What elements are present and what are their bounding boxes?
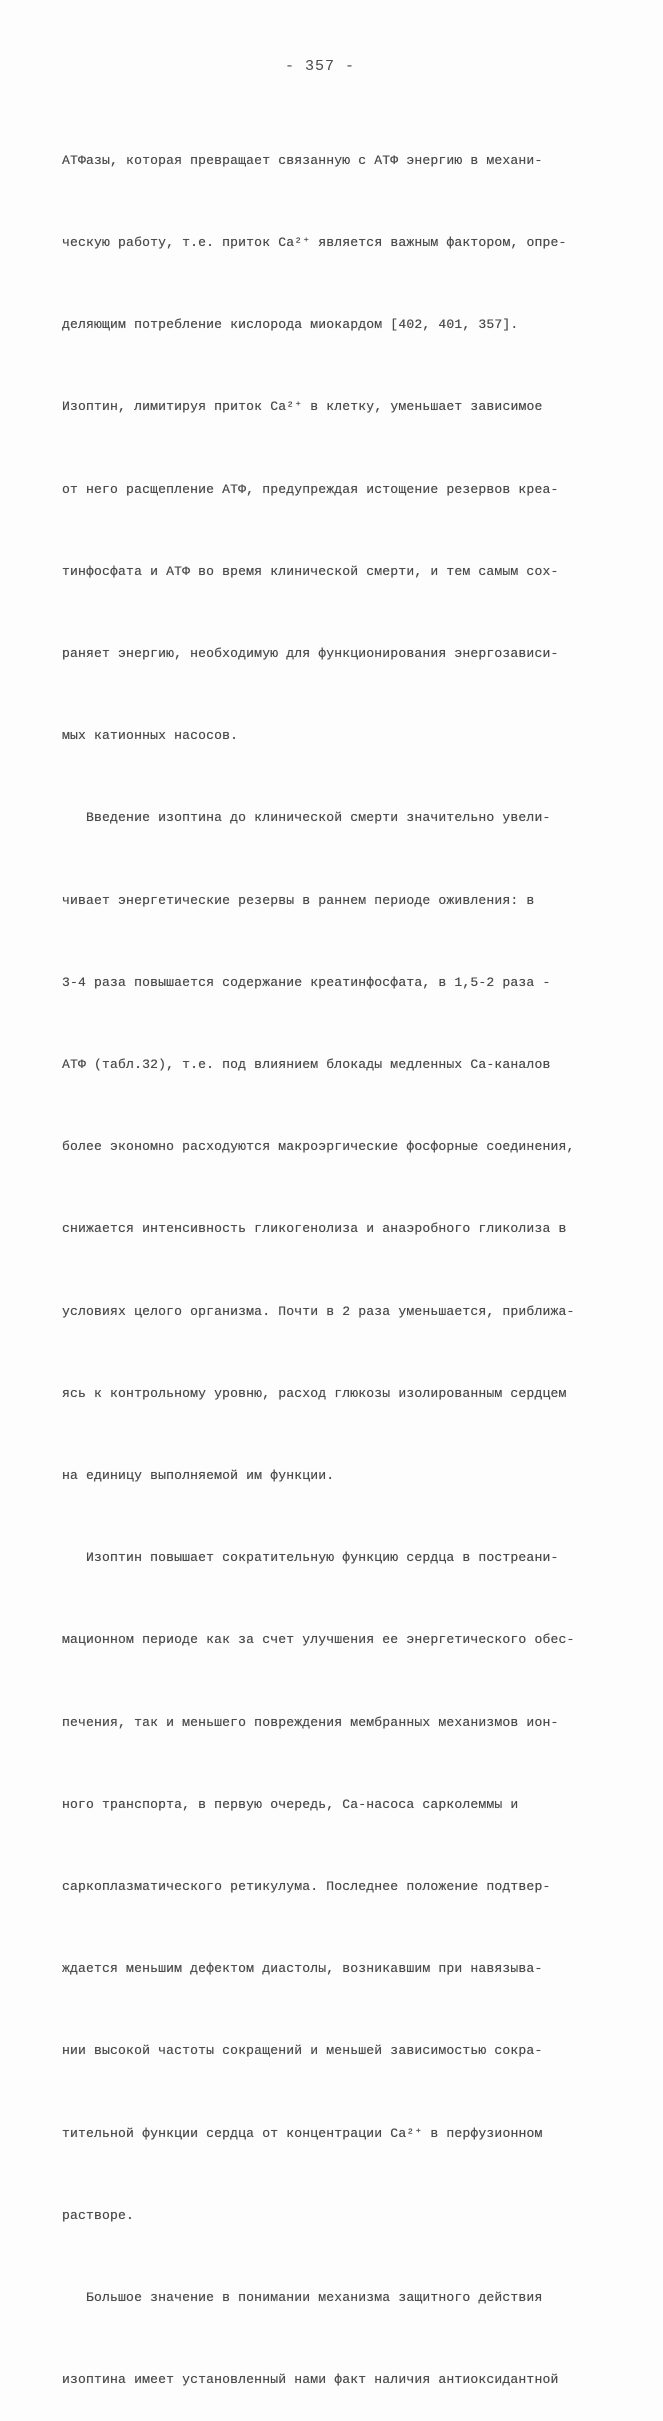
text-line: Большое значение в понимании механизма защитного действия	[62, 2290, 543, 2306]
text-line: растворе.	[62, 2207, 135, 2223]
text-line: Изоптин повышает сократительную функцию сердца в постреани-	[62, 1550, 559, 1566]
text-line: более экономно расходуются макроэргические фосфорные соединения,	[62, 1139, 575, 1155]
page-number: - 357 -	[284, 58, 355, 75]
text-line: тительной функции сердца от концентрации Са²⁺ в перфузионном	[62, 2125, 543, 2141]
body-text	[62, 92, 602, 2421]
text-line: Введение изоптина до клинической смерти значительно увели-	[62, 810, 551, 826]
text-line: ждается меньшим дефектом диастолы, возникавшим при навязыва-	[62, 1961, 543, 1977]
text-line: АТФ (табл.32), т.е. под влиянием блокады медленных Са-каналов	[62, 1057, 551, 1073]
text-line: саркоплазматического ретикулума. Последнее положение подтвер-	[62, 1879, 551, 1895]
text-line: печения, так и меньшего повреждения мембранных механизмов ион-	[62, 1714, 559, 1730]
text-line: ного транспорта, в первую очередь, Са-насоса сарколеммы и	[62, 1796, 519, 1812]
text-line: Изоптин, лимитируя приток Са²⁺ в клетку, уменьшает зависимое	[62, 399, 543, 415]
text-line: снижается интенсивность гликогенолиза и анаэробного гликолиза в	[62, 1221, 567, 1237]
text-line: 3-4 раза повышается содержание креатинфосфата, в 1,5-2 раза -	[62, 974, 551, 990]
text-line: мых катионных насосов.	[62, 728, 239, 744]
text-line: деляющим потребление кислорода миокардом [402, 401, 357].	[62, 317, 519, 333]
text-line: мационном периоде как за счет улучшения ее энергетического обес-	[62, 1632, 575, 1648]
text-line: от него расщепление АТФ, предупреждая истощение резервов креа-	[62, 481, 559, 497]
text-line: ясь к контрольному уровню, расход глюкозы изолированным сердцем	[62, 1385, 567, 1401]
text-line: ческую работу, т.е. приток Са²⁺ является важным фактором, опре-	[62, 235, 567, 251]
text-line: чивает энергетические резервы в раннем периоде оживления: в	[62, 892, 535, 908]
text-line: на единицу выполняемой им функции.	[62, 1468, 335, 1484]
text-line: тинфосфата и АТФ во время клинической смерти, и тем самым сох-	[62, 563, 559, 579]
text-line: условиях целого организма. Почти в 2 раза уменьшается, приближа-	[62, 1303, 575, 1319]
text-line: раняет энергию, необходимую для функционирования энергозависи-	[62, 646, 559, 662]
text-line: АТФазы, которая превращает связанную с АТФ энергию в механи-	[62, 152, 543, 168]
text-line: нии высокой частоты сокращений и меньшей зависимостью сокра-	[62, 2043, 543, 2059]
text-line: изоптина имеет установленный нами факт наличия антиоксидантной	[62, 2372, 559, 2388]
